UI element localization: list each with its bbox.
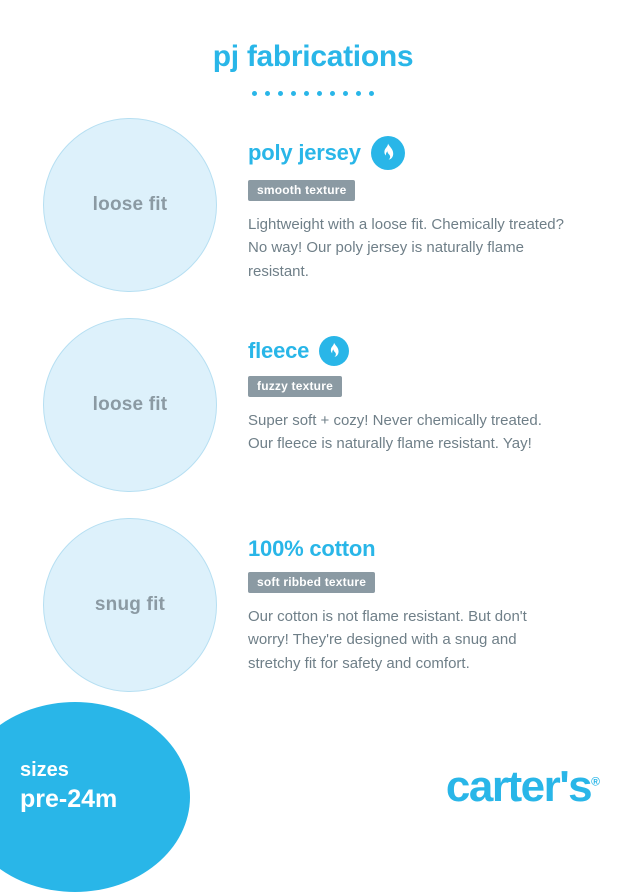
divider-dot [343,91,348,96]
fabric-heading [248,136,568,170]
fabric-row [0,318,626,492]
dot-divider [0,91,626,96]
registered-mark: ® [591,774,600,789]
fabric-row [0,118,626,292]
flame-icon [319,336,349,366]
divider-dot [278,91,283,96]
sizes-label: sizes [20,759,69,781]
fabric-row [0,518,626,692]
sizes-value: pre-24m [20,785,118,813]
footer [0,714,626,832]
texture-tag: soft ribbed texture [248,572,375,593]
fabric-description: Our cotton is not flame resistant. But don't worry! They're designed with a snug and stretchy fit for safety and comfort. [248,608,527,672]
fabric-content [220,118,568,283]
fabric-name: 100% cotton [248,536,376,561]
sizes-text [20,758,117,814]
divider-dot [317,91,322,96]
fit-circle-wrap [40,118,220,292]
fit-circle [43,118,217,292]
divider-dot [265,91,270,96]
fit-circle-wrap [40,318,220,492]
texture-tag: smooth texture [248,180,355,201]
fit-circle-wrap [40,518,220,692]
page-title: pj fabrications [212,40,414,73]
fabric-description: Super soft + cozy! Never chemically treated. Our fleece is naturally flame resistant. Yay! [248,412,542,453]
brand-name: carter's [445,762,592,811]
brand-logo [446,762,600,812]
fabric-heading [248,536,568,562]
fabric-name: poly jersey [248,140,361,165]
fabric-heading [248,336,568,366]
fabric-description: Lightweight with a loose fit. Chemically treated? No way! Our poly jersey is naturally flame resistant. [248,216,564,280]
fit-label: loose fit [92,394,168,415]
divider-dot [369,91,374,96]
flame-icon [371,136,405,170]
fabric-name: fleece [248,338,310,363]
fit-label: loose fit [92,194,168,215]
divider-dot [330,91,335,96]
fabric-content [220,518,568,675]
fit-circle [43,518,217,692]
fit-label: snug fit [94,594,166,615]
divider-dot [356,91,361,96]
divider-dot [291,91,296,96]
texture-tag: fuzzy texture [248,376,342,397]
divider-dot [304,91,309,96]
fit-circle [43,318,217,492]
divider-dot [252,91,257,96]
fabric-list [0,118,626,692]
fabric-content [220,318,568,456]
